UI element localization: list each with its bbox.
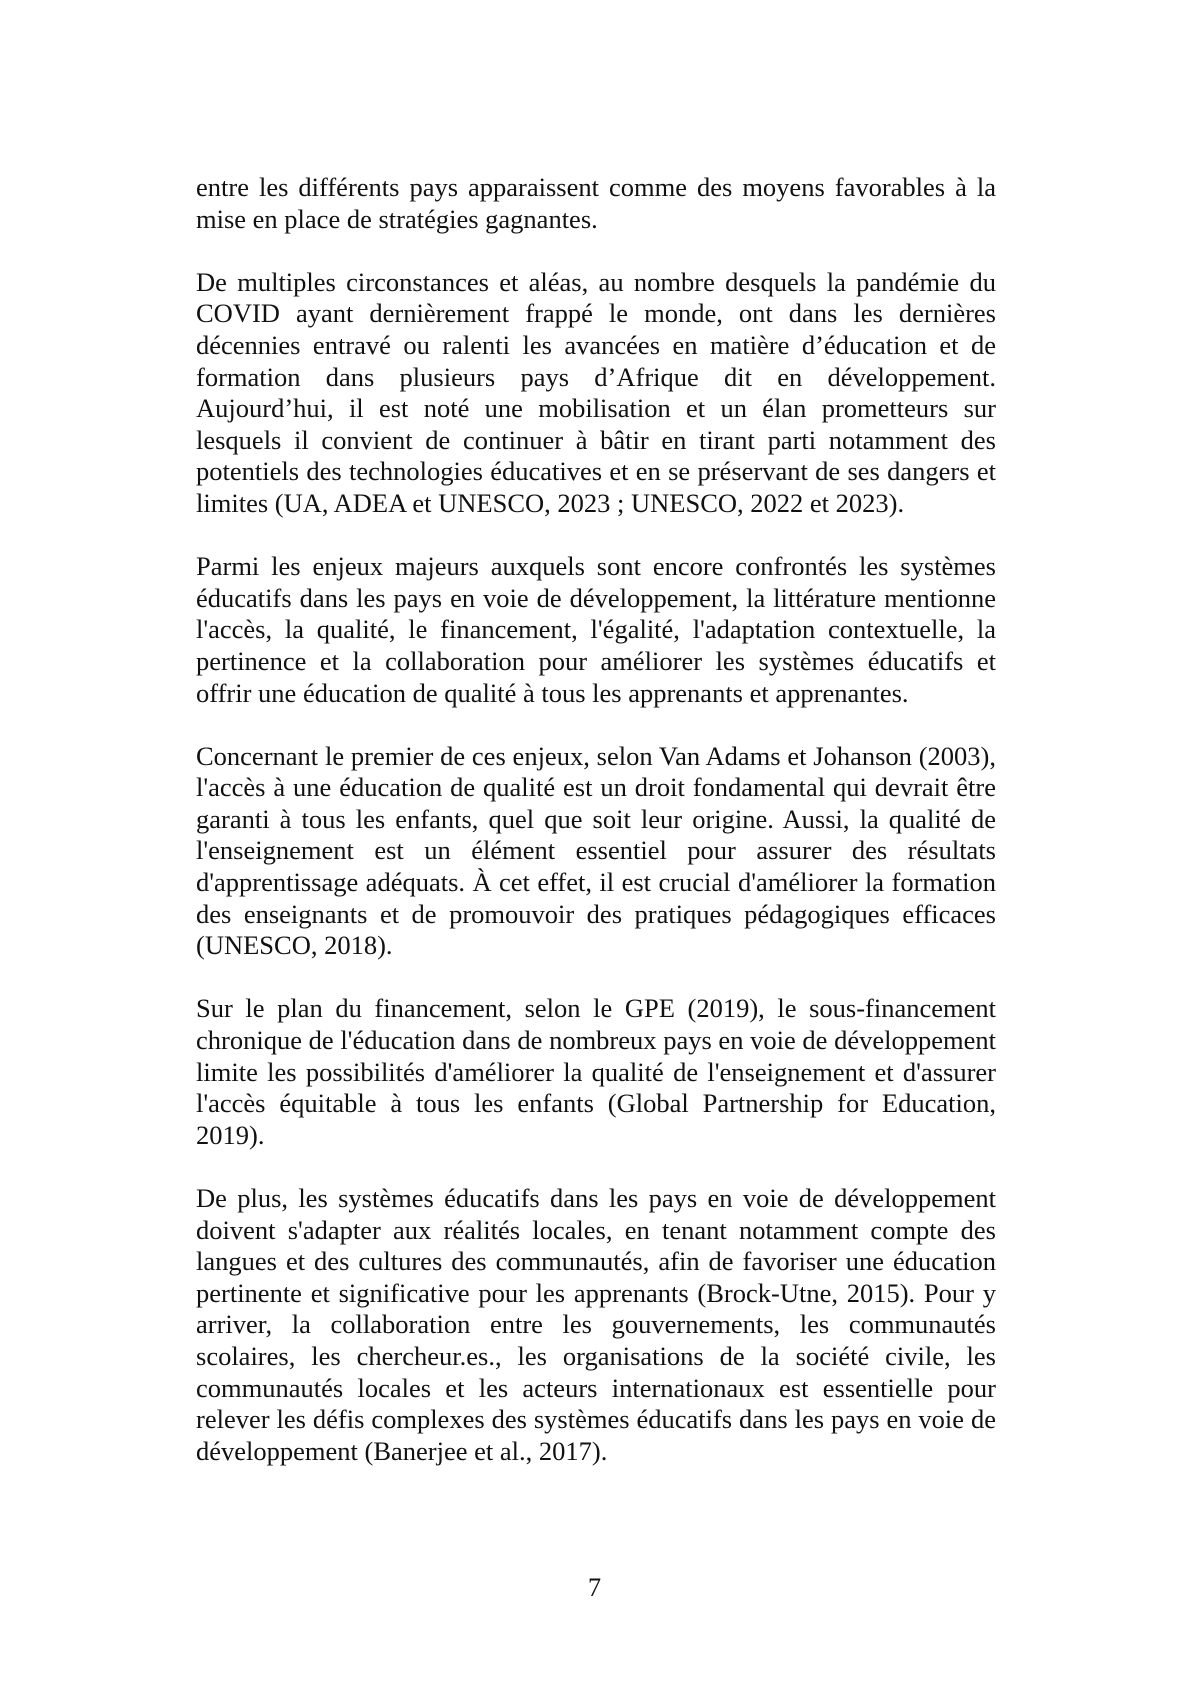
page-number: 7 [587, 1572, 602, 1602]
paragraph-access-quality: Concernant le premier de ces enjeux, selon Van Adams et Johanson (2003), l'accès à une éducation de qualité est un droit fondamental qui devrait être garanti à tous les enfants, quel que soit leur origine. Aussi, la qualité de l'enseignement est un élément essentiel pour assurer des résultats d'apprentissage adéquats. À cet effet, il est crucial d'améliorer la formation des enseignants et de promouvoir des pratiques pédagogiques efficaces (UNESCO, 2018). [196, 740, 996, 961]
paragraph-major-challenges: Parmi les enjeux majeurs auxquels sont encore confrontés les systèmes éducatifs dans les pays en voie de développement, la littérature mentionne l'accès, la qualité, le financement, l'égalité, l'adaptation contextuelle, la pertinence et la collaboration pour améliorer les systèmes éducatifs et offrir une éducation de qualité à tous les apprenants et apprenantes. [196, 551, 996, 708]
paragraph-strategies: entre les différents pays apparaissent comme des moyens favorables à la mise en place de stratégies gagnantes. [196, 172, 996, 234]
paragraph-adaptation-collaboration: De plus, les systèmes éducatifs dans les pays en voie de développement doivent s'adapter aux réalités locales, en tenant notamment compte des langues et des cultures des communautés, afin de favoriser une éducation pertinente et significative pour les apprenants (Brock-Utne, 2015). Pour y arriver, la collaboration entre les gouvernements, les communautés scolaires, les chercheur.es., les organisations de la société civile, les communautés locales et les acteurs internationaux est essentielle pour relever les défis complexes des systèmes éducatifs dans les pays en voie de développement (Banerjee et al., 2017). [196, 1183, 996, 1466]
paragraph-financing: Sur le plan du financement, selon le GPE (2019), le sous-financement chronique de l'éducation dans de nombreux pays en voie de développement limite les possibilités d'améliorer la qualité de l'enseignement et d'assurer l'accès équitable à tous les enfants (Global Partnership for Education, 2019). [196, 993, 996, 1150]
paragraph-covid-context: De multiples circonstances et aléas, au nombre desquels la pandémie du COVID ayant dernièrement frappé le monde, ont dans les dernières décennies entravé ou ralenti les avancées en matière d’éducation et de formation dans plusieurs pays d’Afrique dit en développement. Aujourd’hui, il est noté une mobilisation et un élan prometteurs sur lesquels il convient de continuer à bâtir en tirant parti notamment des potentiels des technologies éducatives et en se préservant de ses dangers et limites (UA, ADEA et UNESCO, 2023 ; UNESCO, 2022 et 2023). [196, 266, 996, 518]
page-body [196, 172, 996, 1499]
